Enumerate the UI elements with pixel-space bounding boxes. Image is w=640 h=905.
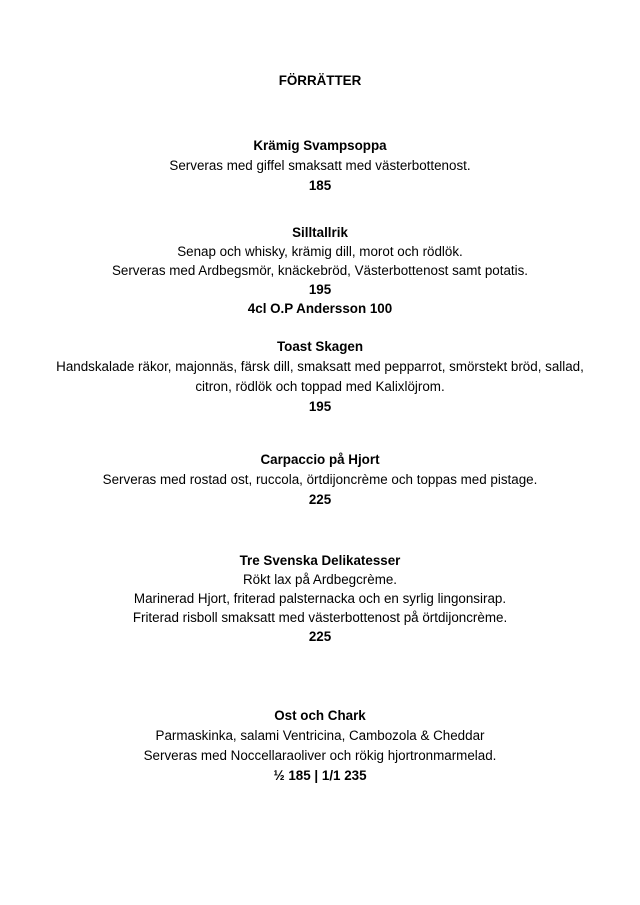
dish-description: Handskalade räkor, majonnäs, färsk dill, smaksatt med pepparrot, smörstekt bröd, sallad, xyxy=(56,359,584,374)
dish-price: 195 xyxy=(308,399,332,414)
dish-description: citron, rödlök och toppad med Kalixlöjrom. xyxy=(195,379,445,394)
dish-price: 185 xyxy=(308,178,332,193)
dish-description: Parmaskinka, salami Ventricina, Cambozola & Cheddar xyxy=(155,728,485,743)
dish-extra: 4cl O.P Andersson 100 xyxy=(247,301,393,316)
dish-name: Toast Skagen xyxy=(276,339,364,354)
dish-description: Serveras med Ardbegsmör, knäckebröd, Västerbottenost samt potatis. xyxy=(111,263,529,278)
dish-description: Serveras med rostad ost, ruccola, örtdijoncrème och toppas med pistage. xyxy=(102,472,538,487)
dish-description: Serveras med Noccellaraoliver och rökig hjortronmarmelad. xyxy=(143,748,497,763)
dish-price: 225 xyxy=(308,492,332,507)
dish-description: Marinerad Hjort, friterad palsternacka och en syrlig lingonsirap. xyxy=(133,591,507,606)
dish-description: Friterad risboll smaksatt med västerbottenost på örtdijoncrème. xyxy=(132,610,508,625)
dish-description: Serveras med giffel smaksatt med västerbottenost. xyxy=(169,158,471,173)
section-heading: FÖRRÄTTER xyxy=(278,73,362,88)
dish-name: Krämig Svampsoppa xyxy=(253,138,387,153)
dish-description: Rökt lax på Ardbegcrème. xyxy=(242,572,398,587)
dish-name: Ost och Chark xyxy=(274,708,366,723)
dish-price: 195 xyxy=(308,282,332,297)
dish-name: Tre Svenska Delikatesser xyxy=(239,553,401,568)
dish-description: Senap och whisky, krämig dill, morot och rödlök. xyxy=(177,244,463,259)
dish-name: Silltallrik xyxy=(292,225,348,240)
dish-price: ½ 185 | 1/1 235 xyxy=(273,768,367,783)
dish-name: Carpaccio på Hjort xyxy=(260,452,380,467)
dish-price: 225 xyxy=(308,629,332,644)
